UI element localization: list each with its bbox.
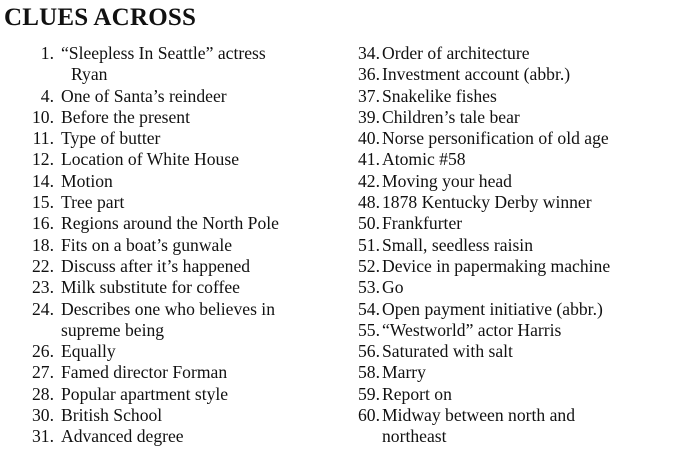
clue-item bbox=[0, 43, 345, 86]
clue-text: Equally bbox=[61, 341, 116, 362]
clue-number: 36. bbox=[358, 64, 380, 85]
clue-item bbox=[343, 86, 679, 107]
clue-item bbox=[0, 256, 345, 277]
clue-item bbox=[343, 149, 679, 170]
clue-text: Tree part bbox=[61, 192, 125, 213]
clue-text-continued: Ryan bbox=[71, 64, 108, 85]
clue-text: Midway between north and bbox=[382, 405, 575, 426]
clue-number: 34. bbox=[358, 43, 380, 63]
clue-item bbox=[343, 128, 679, 149]
clue-item bbox=[0, 149, 345, 170]
clue-number: 51. bbox=[358, 234, 380, 255]
clue-text: Go bbox=[382, 277, 404, 298]
clue-number: 41. bbox=[358, 149, 380, 170]
clue-text: British School bbox=[61, 405, 163, 426]
clue-text: Type of butter bbox=[61, 128, 161, 149]
clue-item bbox=[0, 128, 345, 149]
clue-number: 37. bbox=[358, 85, 380, 106]
clue-list-right bbox=[343, 43, 679, 448]
clue-number: 30. bbox=[32, 405, 54, 426]
clue-number: 54. bbox=[358, 298, 380, 319]
clue-item bbox=[0, 171, 345, 192]
clue-text: Milk substitute for coffee bbox=[61, 277, 240, 298]
clue-item bbox=[0, 86, 345, 107]
clue-item bbox=[343, 107, 679, 128]
clue-number: 39. bbox=[358, 106, 380, 127]
clue-item bbox=[0, 405, 345, 426]
clue-item bbox=[0, 192, 345, 213]
clue-item bbox=[343, 256, 679, 277]
clue-text: “Westworld” actor Harris bbox=[382, 319, 562, 340]
clue-text: Advanced degree bbox=[61, 426, 184, 447]
clue-item bbox=[0, 277, 345, 298]
clue-number: 60. bbox=[358, 405, 380, 426]
clue-item bbox=[343, 43, 679, 64]
clue-number: 48. bbox=[358, 192, 380, 213]
clue-number: 56. bbox=[358, 341, 380, 362]
clue-text: Discuss after it’s happened bbox=[61, 255, 251, 276]
clue-item bbox=[343, 405, 679, 448]
clue-item bbox=[343, 384, 679, 405]
clue-item bbox=[343, 213, 679, 234]
clue-item bbox=[343, 192, 679, 213]
clue-text: “Sleepless In Seattle” actress bbox=[61, 43, 266, 63]
clue-text: Order of architecture bbox=[382, 43, 530, 63]
clue-number: 12. bbox=[32, 149, 54, 170]
clue-text-continued: northeast bbox=[382, 426, 447, 447]
clue-text: Snakelike fishes bbox=[382, 85, 497, 106]
clue-text: Famed director Forman bbox=[61, 362, 228, 383]
clue-text: Norse personification of old age bbox=[382, 128, 609, 149]
clue-text: Marry bbox=[382, 362, 426, 383]
clue-text: Location of White House bbox=[61, 149, 240, 170]
clue-item bbox=[0, 235, 345, 256]
clue-number: 26. bbox=[32, 341, 54, 362]
clue-number: 50. bbox=[358, 213, 380, 234]
clue-number: 58. bbox=[358, 362, 380, 383]
clue-number: 59. bbox=[358, 383, 380, 404]
clue-number: 14. bbox=[32, 170, 54, 191]
clue-text: 1878 Kentucky Derby winner bbox=[382, 192, 592, 213]
clue-number: 40. bbox=[358, 128, 380, 149]
clue-number: 53. bbox=[358, 277, 380, 298]
clue-number: 18. bbox=[32, 234, 54, 255]
clue-number: 55. bbox=[358, 319, 380, 340]
clue-item bbox=[343, 341, 679, 362]
clue-item bbox=[0, 384, 345, 405]
clue-number: 22. bbox=[32, 255, 54, 276]
clue-item bbox=[343, 64, 679, 85]
clue-text: Before the present bbox=[61, 106, 190, 127]
clue-text-continued: supreme being bbox=[61, 319, 165, 340]
clue-number: 10. bbox=[32, 106, 54, 127]
clue-text: Atomic #58 bbox=[382, 149, 466, 170]
clue-number: 42. bbox=[358, 170, 380, 191]
clue-number: 15. bbox=[32, 192, 54, 213]
clue-text: Describes one who believes in bbox=[61, 298, 275, 319]
clue-text: Motion bbox=[61, 170, 113, 191]
clue-number: 24. bbox=[32, 298, 54, 319]
clue-item bbox=[343, 171, 679, 192]
clue-text: Fits on a boat’s gunwale bbox=[61, 234, 233, 255]
clue-text: Open payment initiative (abbr.) bbox=[382, 298, 603, 319]
clue-number: 11. bbox=[32, 128, 54, 149]
clue-number: 27. bbox=[32, 362, 54, 383]
clue-number: 1. bbox=[40, 43, 54, 63]
clue-number: 28. bbox=[32, 383, 54, 404]
clue-text: Moving your head bbox=[382, 170, 512, 191]
clue-item bbox=[0, 426, 345, 447]
clue-text: Popular apartment style bbox=[61, 383, 229, 404]
clue-text: Device in papermaking machine bbox=[382, 255, 611, 276]
clue-text: Report on bbox=[382, 383, 452, 404]
clue-item bbox=[343, 362, 679, 383]
clue-item bbox=[343, 235, 679, 256]
clue-text: Regions around the North Pole bbox=[61, 213, 279, 234]
clue-number: 52. bbox=[358, 255, 380, 276]
clue-text: Investment account (abbr.) bbox=[382, 64, 571, 85]
clue-text: Frankfurter bbox=[382, 213, 463, 234]
clue-item bbox=[343, 299, 679, 320]
clue-item bbox=[0, 107, 345, 128]
clue-item bbox=[343, 277, 679, 298]
clue-text: Children’s tale bear bbox=[382, 106, 520, 127]
clue-list-left bbox=[0, 43, 345, 448]
clue-item bbox=[0, 362, 345, 383]
page-title: CLUES ACROSS bbox=[4, 4, 197, 31]
clue-number: 23. bbox=[32, 277, 54, 298]
clue-item bbox=[0, 213, 345, 234]
clue-number: 16. bbox=[32, 213, 54, 234]
clue-text: Saturated with salt bbox=[382, 341, 513, 362]
clue-item bbox=[0, 299, 345, 342]
clue-number: 31. bbox=[32, 426, 54, 447]
clue-text: Small, seedless raisin bbox=[382, 234, 533, 255]
clue-item bbox=[0, 341, 345, 362]
clue-item bbox=[343, 320, 679, 341]
clue-number: 4. bbox=[40, 85, 54, 106]
clue-text: One of Santa’s reindeer bbox=[61, 85, 227, 106]
